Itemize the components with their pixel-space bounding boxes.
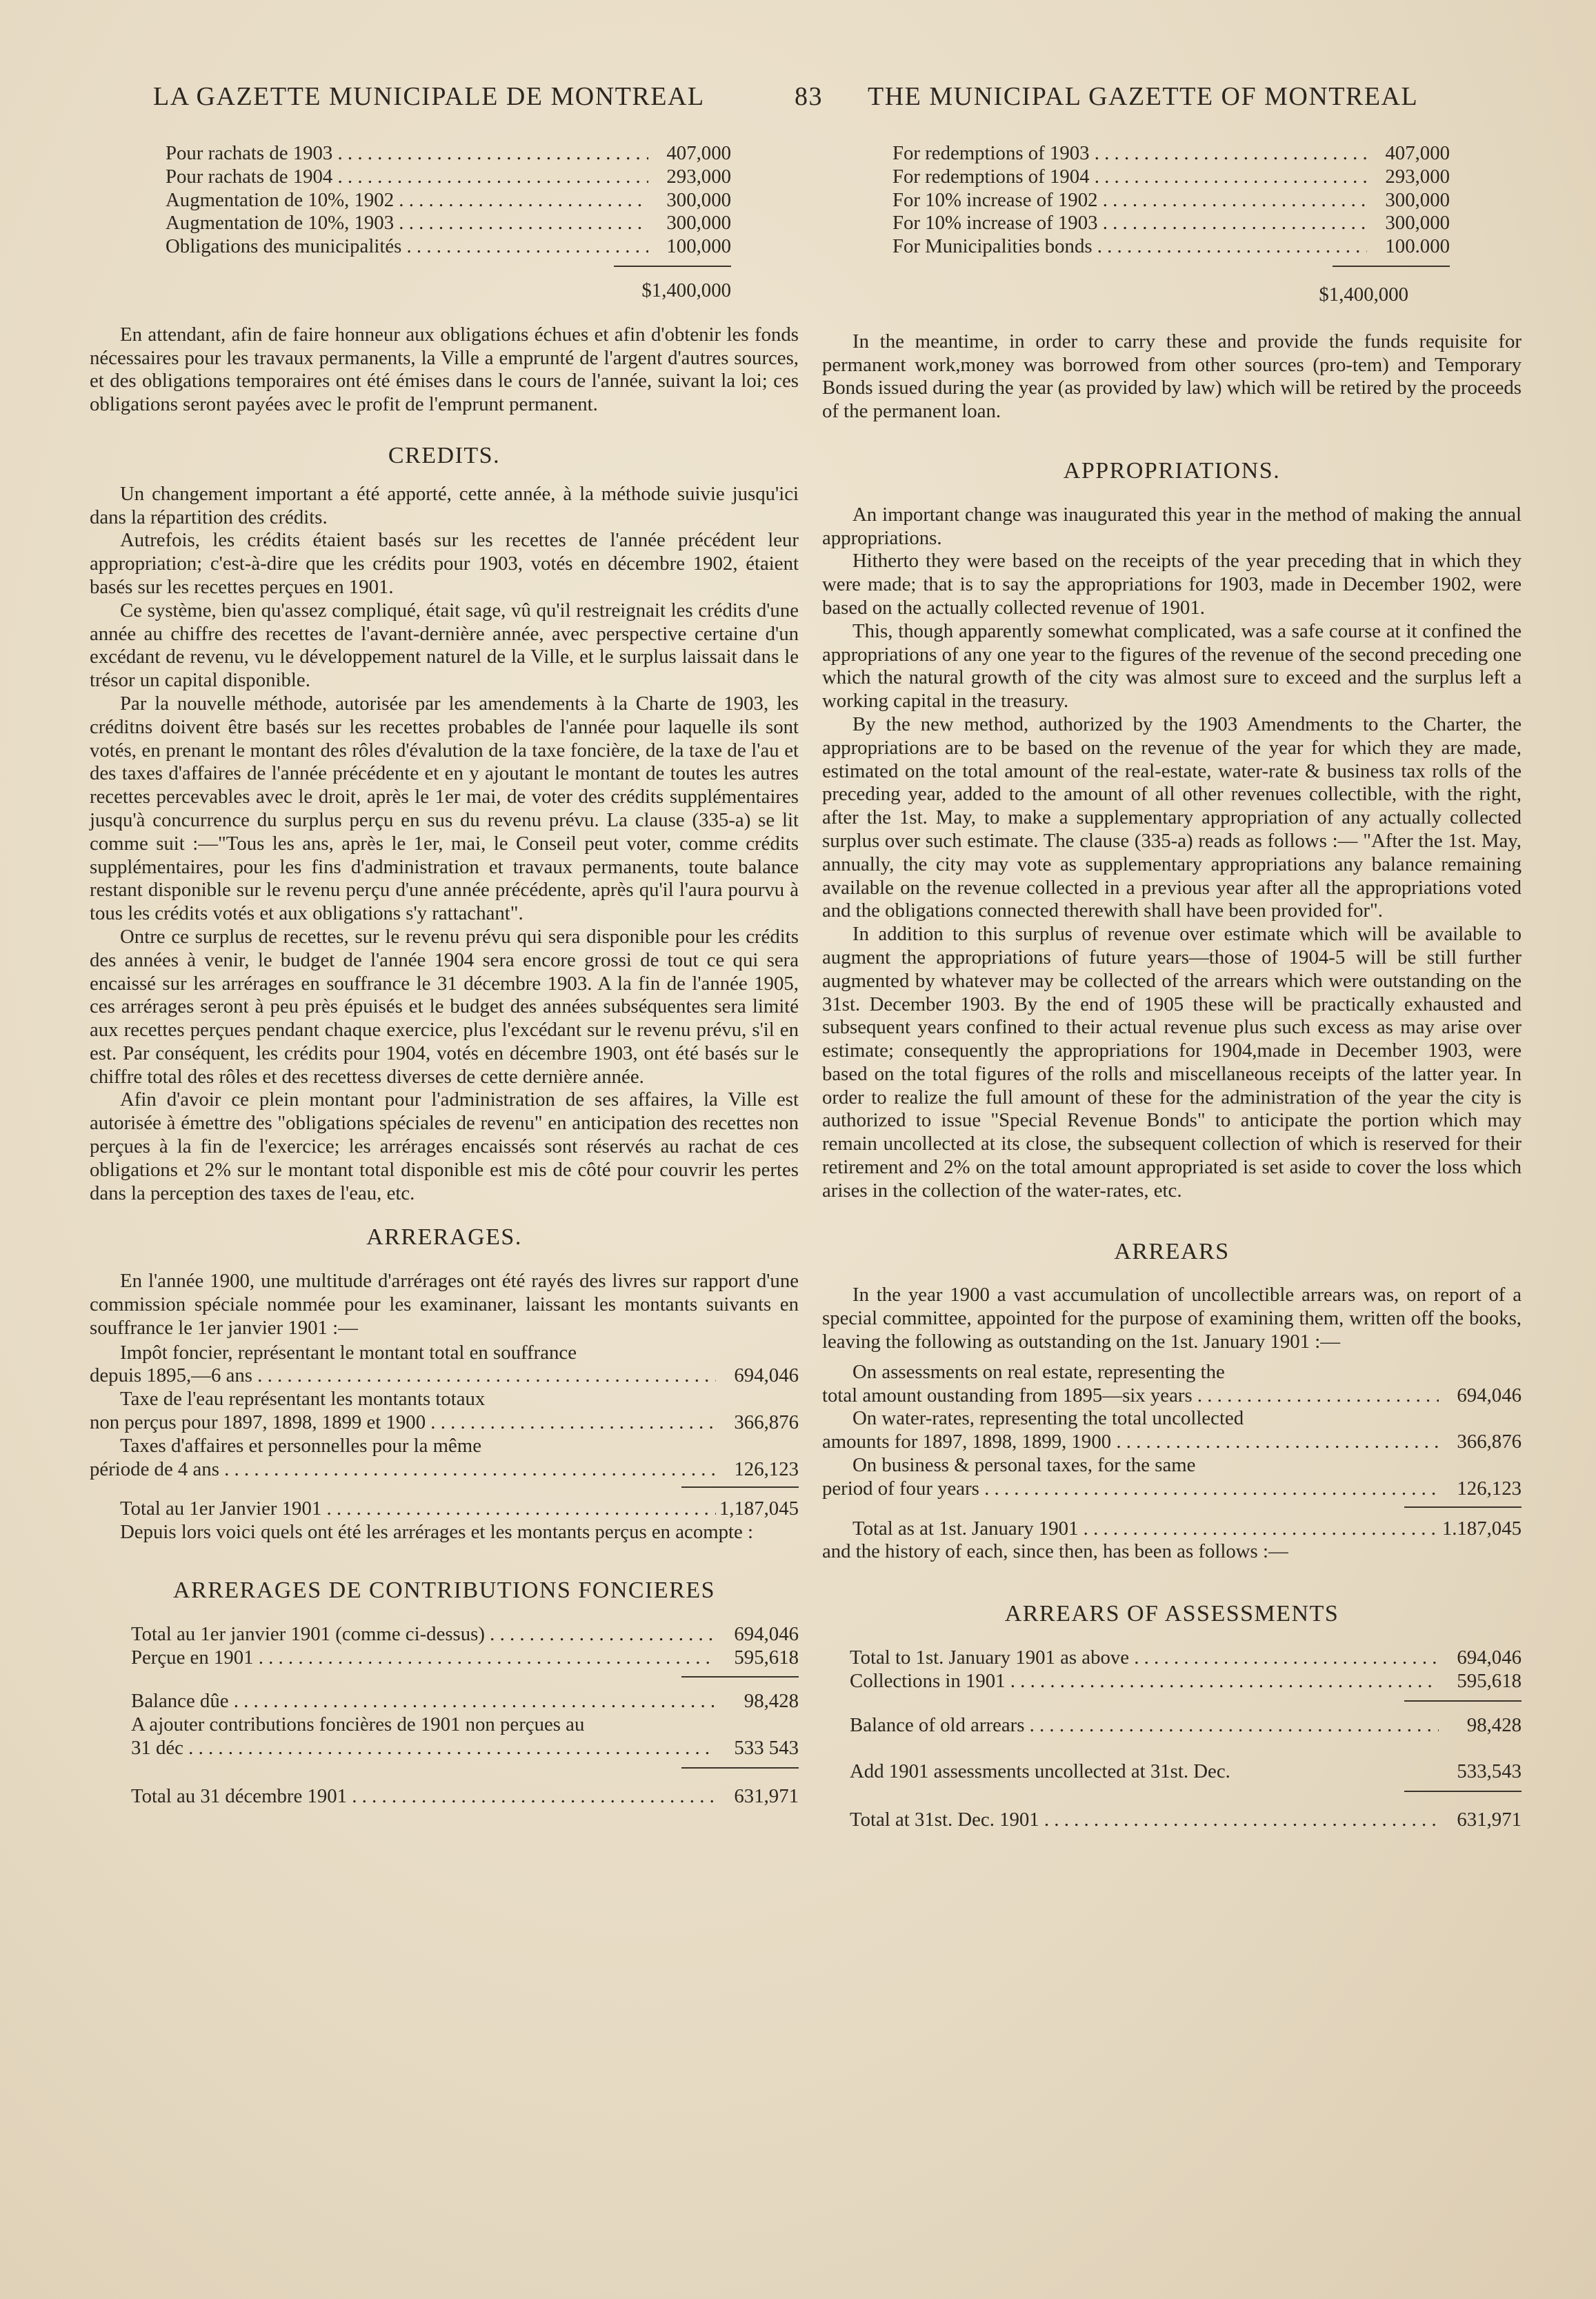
add-row: Add 1901 assessments uncollected at 31st. Dec. 533,543 [850, 1760, 1522, 1783]
arrears-row: non perçus pour 1897, 1898, 1899 et 1900 . . . 366,876 [90, 1411, 799, 1435]
arrears-total: Total as at 1st. January 1901 . . . 1.187,045 [822, 1517, 1522, 1541]
paragraph: An important change was inaugurated this year in the method of making the annual appropriations. [822, 503, 1522, 549]
rule [1404, 1791, 1522, 1792]
para-intro-en: In the meantime, in order to carry these and provide the funds requisite for permanent work,money was borrowed from other sources (pro-tem) and Temporary Bonds issued during the year (as provided by law) which will be retired by the proceeds of the permanent loan. [822, 330, 1522, 423]
funds-row: For 10% increase of 1903 . . . 300,000 [892, 212, 1450, 235]
arrears-item: Impôt foncier, représentant le montant total en souffrance [120, 1341, 577, 1364]
paragraph: Ce système, bien qu'assez compliqué, était sage, vû qu'il restreignait les crédits d'une année au chiffre des recettes de l'avant-dernière année, avec perspective certaine d'un excédant de revenu, vu le développement naturel de la Ville, et le surplus laissait dans le trésor un capital disponible. [90, 599, 799, 692]
funds-row: For redemptions of 1903 . . . 407,000 [892, 142, 1450, 166]
heading-credits: CREDITS. [388, 442, 501, 468]
arrears-item: On business & personal taxes, for the same [852, 1454, 1196, 1477]
rule [614, 266, 731, 267]
funds-table-en [892, 142, 1450, 307]
paragraph: Ontre ce surplus de recettes, sur le revenu prévu qui sera disponible pour les crédits des années à venir, le budget de l'année 1904 sera encore grossi de tout ce qui sera encaissé sur les arrérages en souffrance le 31 décembre 1903. A la fin de l'année 1905, ces arrérages seront à peu près épuisés et le budget des années subséquentes sera limité aux recettes perçues pendant chaque exercice, plus l'excédant sur le revenu prévu, s'il en est. Par conséquent, les crédits pour 1904, votés en décembre 1903, ont été basés sur le chiffre total des rôles et des recettess diverses de cette dernière année. [90, 925, 799, 1088]
paragraph: In the year 1900 a vast accumulation of uncollectible arrears was, on report of a special committee, appointed for the purpose of examining them, written off the books, leaving the following as outstanding on the 1st. January 1901 :— [822, 1284, 1522, 1353]
paragraph: Hitherto they were based on the receipts of the year preceding that in which they were made; that is to say the appropriations for 1903, made in December 1902, were based on the actually collected revenue of 1901. [822, 550, 1522, 619]
arrears-item: On assessments on real estate, representing the [852, 1360, 1225, 1383]
funds-row: Augmentation de 10%, 1902 . . . 300,000 [166, 189, 731, 212]
assessments-table-fr [90, 1623, 799, 1809]
assessments-table-en [822, 1646, 1522, 1832]
arrears-item: Taxes d'affaires et personnelles pour la même [120, 1434, 481, 1457]
rule [1333, 266, 1450, 267]
arrears-table-fr [90, 1342, 799, 1544]
paragraph: By the new method, authorized by the 1903 Amendments to the Charter, the appropriations are to be based on the revenue of the year for which they are made, estimated on the total amount of the real-estate, water-rate & business tax rolls of the preceding year, added to the amount of all other revenues collectible, with the right, after the 1st. May, to make a supplementary appropriation of any actually collected surplus over such estimate. The clause (335-a) reads as follows :— "After the 1st. May, annually, the city may vote as supplementary appropriations any balance remaining available on the revenue collected in a previous year after all the appropriations voted and the obligations connected therewith shall have been provided for". [822, 713, 1522, 922]
funds-row: Pour rachats de 1904 . . . 293,000 [166, 166, 731, 189]
para-intro-fr: En attendant, afin de faire honneur aux obligations échues et afin d'obtenir les fonds nécessaires pour les travaux permanents, la Ville a emprunté de l'argent d'autres sources, et des obligations temporaires ont été émises dans le cours de l'année, suivant la loi; ces obligations seront payées avec le profit de l'emprunt permanent. [90, 323, 799, 416]
paragraph: This, though apparently somewhat complicated, was a safe course at it confined the appropriations of any one year to the figures of the revenue of the second preceding one which the natural growth of the city was almost sure to exceed and the surplus left a working capital in the treasury. [822, 619, 1522, 713]
arrears-item: Taxe de l'eau représentant les montants totaux [120, 1388, 486, 1411]
paragraph: Autrefois, les crédits étaient basés sur les recettes de l'année précédent leur appropriation; c'est-à-dire que les crédits pour 1903, votés en décembre 1902, étaient basés sur les recettes perçues en 1901. [90, 529, 799, 598]
assess-row: Total to 1st. January 1901 as above . . . 694,046 [850, 1646, 1522, 1670]
french-column [90, 142, 799, 1809]
paragraph: Un changement important a été apporté, cette année, à la méthode suivie jusqu'ici dans la répartition des crédits. [90, 482, 799, 528]
arrears-row: total amount oustanding from 1895—six years . . . 694,046 [822, 1384, 1522, 1408]
add-row-text: A ajouter contributions foncières de 1901 non perçues au [131, 1713, 585, 1736]
balance-row: Balance dûe . . . 98,428 [131, 1690, 799, 1713]
funds-total: $1,400,000 [1319, 283, 1408, 306]
assess-row: Collections in 1901 . . . 595,618 [850, 1670, 1522, 1693]
funds-row: For 10% increase of 1902 . . . 300,000 [892, 189, 1450, 212]
heading-assessments-fr: ARRERAGES DE CONTRIBUTIONS FONCIERES [173, 1578, 715, 1604]
funds-row: For Municipalities bonds . . . 100.000 [892, 235, 1450, 259]
rule [1404, 1506, 1522, 1508]
heading-appropriations: APPROPRIATIONS. [1063, 457, 1281, 484]
arrears-item: On water-rates, representing the total uncollected [852, 1407, 1244, 1430]
arrears-row: period of four years . . . 126,123 [822, 1477, 1522, 1501]
funds-row: Obligations des municipalités . . . 100,000 [166, 235, 731, 259]
arrears-after: and the history of each, since then, has been as follows :— [822, 1540, 1288, 1563]
arrears-row: depuis 1895,—6 ans . . . 694,046 [90, 1364, 799, 1388]
rule [681, 1486, 799, 1488]
funds-table-fr [166, 142, 731, 303]
paragraph: Par la nouvelle méthode, autorisée par les amendements à la Charte de 1903, les créditns doivent être basés sur les recettes probables de l'année pour laquelle ils sont votés, en prenant le montant des rôles d'évalution de la taxe foncière, de la taxe de l'au et des taxes d'affaires de l'année précédente et en y ajoutant le montant de toutes les autres recettes percevables avec le droit, après le 1er mai, de voter des crédits supplémentaires jusqu'à concurrence du surplus perçu en sus du revenu prévu. La clause (335-a) se lit comme suit :—"Tous les ans, après le 1er, mai, le Conseil peut voter, comme crédits supplémentaires, pour les fins d'administration et travaux permanents, toute balance restant disponible sur le revenu perçu d'une année précédente, après qu'il l'aura pourvu à tous les crédits votés et aux obligations s'y rattachant". [90, 692, 799, 925]
paragraph: En l'année 1900, une multitude d'arrérages ont été rayés des livres sur rapport d'une commission spéciale nommée pour les examinaner, laissant les montants suivants en souffrance le 1er janvier 1901 :— [90, 1270, 799, 1339]
final-row: Total at 31st. Dec. 1901 . . . 631,971 [850, 1809, 1522, 1832]
final-row: Total au 31 décembre 1901 . . . 631,971 [131, 1785, 799, 1809]
header-right: THE MUNICIPAL GAZETTE OF MONTREAL [868, 82, 1419, 111]
english-column [822, 142, 1522, 1832]
funds-row: For redemptions of 1904 . . . 293,000 [892, 166, 1450, 189]
arrears-table-en [822, 1361, 1522, 1564]
funds-total: $1,400,000 [641, 279, 731, 301]
funds-row: Pour rachats de 1903 . . . 407,000 [166, 142, 731, 166]
arrears-row: amounts for 1897, 1898, 1899, 1900 . . . 366,876 [822, 1431, 1522, 1454]
paragraph: In addition to this surplus of revenue over estimate which will be available to augment the appropriations of future years—those of 1904-5 will be still further augmented by whatever may be collected of the arrears which were outstanding on the 31st. December 1903. By the end of 1905 these will be practically exhausted and subsequent years confined to their actual revenue plus such excess as may arise over estimate; consequently the appropriations for 1904,made in December 1903, were based on the total figures of the rolls and miscellaneous receipts of the latter year. In order to realize the full amount of these for the administration of the year the city is authorized to issue "Special Revenue Bonds" to anticipate the portion which may remain uncollected at its close, the subsequent collection of which is reserved for their retirement and 2% on the total amount appropriated is set aside to cover the loss which arises in the collection of the water-rates, etc. [822, 923, 1522, 1202]
add-row: 31 déc . . . 533 543 [131, 1737, 799, 1760]
heading-arrears: ARREARS [1114, 1238, 1230, 1264]
assess-row: Total au 1er janvier 1901 (comme ci-dessus) . . . 694,046 [131, 1623, 799, 1646]
arrears-row: période de 4 ans . . . 126,123 [90, 1458, 799, 1482]
paragraph: Afin d'avoir ce plein montant pour l'administration de ses affaires, la Ville est autorisée à émettre des "obligations spéciales de revenu" en anticipation des recettes non perçues à la fin de l'exercice; les arrérages encaissés sont réservés au rachat de ces obligations et 2% sur le montant total disponible est mis de côté pour couvrir les pertes dans la perception des taxes de l'eau, etc. [90, 1088, 799, 1204]
assess-row: Perçue en 1901 . . . 595,618 [131, 1646, 799, 1670]
balance-row: Balance of old arrears . . . 98,428 [850, 1714, 1522, 1738]
funds-row: Augmentation de 10%, 1903 . . . 300,000 [166, 212, 731, 235]
rule [681, 1767, 799, 1769]
rule [1404, 1700, 1522, 1702]
page-number: 83 [795, 82, 823, 111]
heading-assessments-en: ARREARS OF ASSESSMENTS [1004, 1601, 1339, 1627]
rule [681, 1676, 799, 1678]
arrears-after: Depuis lors voici quels ont été les arrérages et les montants perçus en acompte : [120, 1521, 754, 1544]
header-left: LA GAZETTE MUNICIPALE DE MONTREAL [153, 82, 705, 111]
arrears-total: Total au 1er Janvier 1901 . . . 1,187,045 [90, 1497, 799, 1521]
heading-arrerages: ARRERAGES. [366, 1224, 522, 1251]
